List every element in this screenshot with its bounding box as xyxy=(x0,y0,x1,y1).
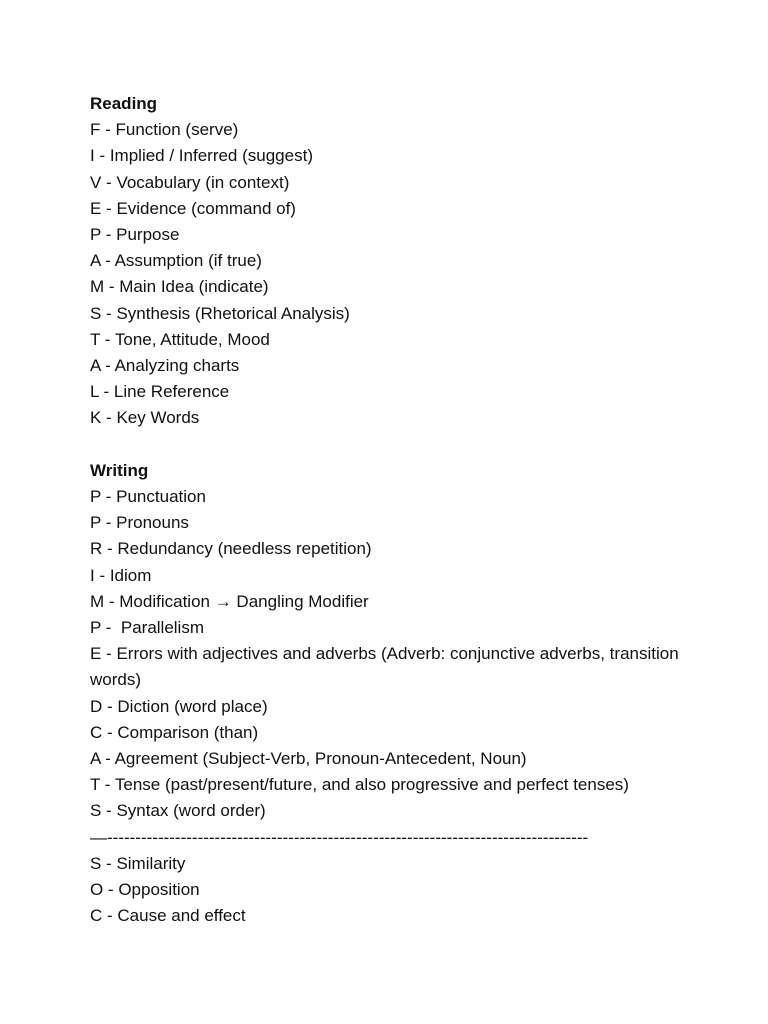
writing-heading: Writing xyxy=(90,460,149,480)
dashed-divider: —------------------------------------------------------------------------------------- xyxy=(90,827,589,847)
reading-item-evidence: E - Evidence (command of) xyxy=(90,198,296,218)
writing-item-errors: E - Errors with adjectives and adverbs (Adverb: conjunctive adverbs, transition words) xyxy=(90,644,684,690)
reading-item-vocabulary: V - Vocabulary (in context) xyxy=(90,172,290,192)
transitions-item-similarity: S - Similarity xyxy=(90,853,186,873)
section-spacer xyxy=(90,432,730,458)
writing-item-syntax: S - Syntax (word order) xyxy=(90,801,266,821)
writing-item-pronouns: P - Pronouns xyxy=(90,513,189,533)
writing-item-comparison: C - Comparison (than) xyxy=(90,722,259,742)
transitions-section xyxy=(90,851,730,930)
reading-item-key-words: K - Key Words xyxy=(90,408,200,428)
reading-item-main-idea: M - Main Idea (indicate) xyxy=(90,277,269,297)
writing-list xyxy=(90,484,730,825)
reading-item-synthesis: S - Synthesis (Rhetorical Analysis) xyxy=(90,303,350,323)
reading-item-line-reference: L - Line Reference xyxy=(90,382,230,402)
transitions-item-opposition: O - Opposition xyxy=(90,880,200,900)
writing-item-parallelism: P - Parallelism xyxy=(90,618,204,638)
reading-item-analyzing-charts: A - Analyzing charts xyxy=(90,356,240,376)
writing-item-agreement: A - Agreement (Subject-Verb, Pronoun-Antecedent, Noun) xyxy=(90,749,527,769)
transitions-item-cause-effect: C - Cause and effect xyxy=(90,906,246,926)
reading-item-function: F - Function (serve) xyxy=(90,120,239,140)
reading-section xyxy=(90,91,730,432)
reading-heading: Reading xyxy=(90,94,158,113)
writing-item-idiom: I - Idiom xyxy=(90,565,152,585)
reading-item-purpose: P - Purpose xyxy=(90,225,180,245)
writing-item-diction: D - Diction (word place) xyxy=(90,696,268,716)
reading-item-tone: T - Tone, Attitude, Mood xyxy=(90,329,270,349)
reading-item-assumption: A - Assumption (if true) xyxy=(90,251,262,271)
writing-item-redundancy: R - Redundancy (needless repetition) xyxy=(90,539,372,559)
writing-section xyxy=(90,458,730,825)
reading-list xyxy=(90,117,730,431)
writing-item-punctuation: P - Punctuation xyxy=(90,487,206,507)
transitions-list xyxy=(90,851,730,930)
writing-item-tense: T - Tense (past/present/future, and also progressive and perfect tenses) xyxy=(90,775,629,795)
writing-item-modification: M - Modification → Dangling Modifier xyxy=(90,591,369,611)
document-page xyxy=(90,91,730,929)
reading-item-implied: I - Implied / Inferred (suggest) xyxy=(90,146,313,166)
